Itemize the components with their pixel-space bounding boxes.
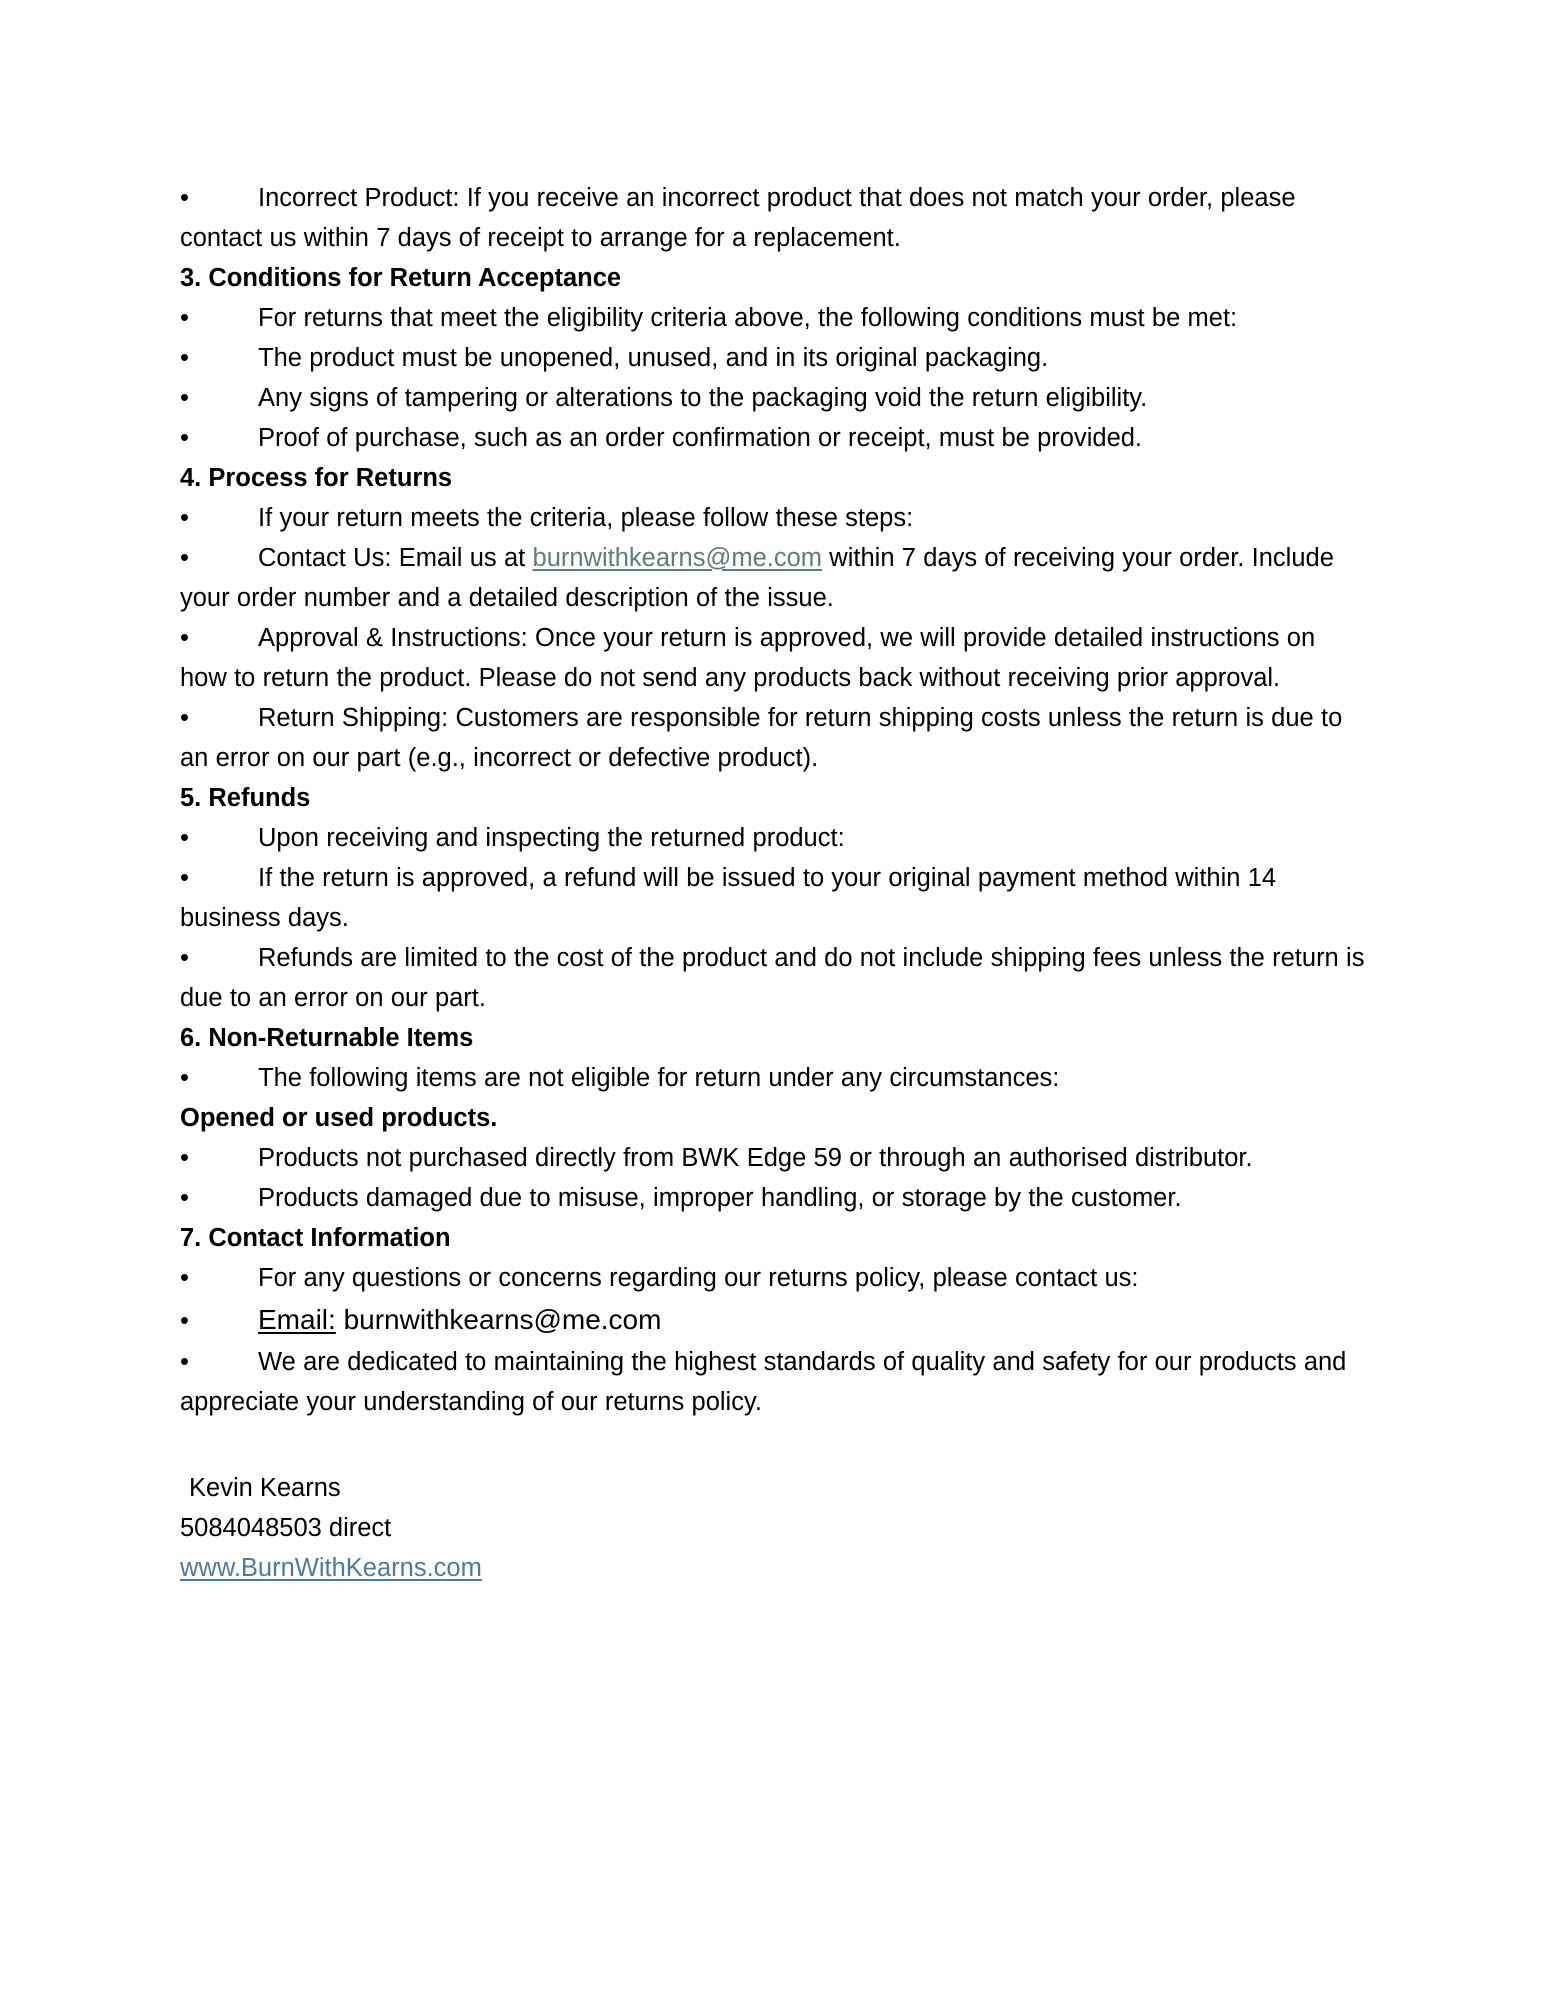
bold-statement-opened-used: Opened or used products. xyxy=(180,1104,498,1132)
bullet-marker: • xyxy=(180,1144,189,1172)
email-address-text: burnwithkearns@me.com xyxy=(343,1304,662,1335)
bullet-marker: • xyxy=(180,424,189,452)
list-item-text-after: within 7 days of receiving your order. Include your order number and a detailed description of the issue. xyxy=(180,544,1334,612)
list-item-text: We are dedicated to maintaining the highest standards of quality and safety for our products and appreciate your understanding of our returns policy. xyxy=(180,1348,1347,1416)
bullet-marker: • xyxy=(180,1264,189,1292)
signature-phone: 5084048503 direct xyxy=(180,1514,392,1542)
list-item-text: Any signs of tampering or alterations to the packaging void the return eligibility. xyxy=(258,384,1148,412)
bullet-marker: • xyxy=(180,504,189,532)
section-heading-non-returnable: 6. Non-Returnable Items xyxy=(180,1024,474,1052)
signature-name: Kevin Kearns xyxy=(189,1474,341,1502)
list-item xyxy=(180,418,1365,458)
section-heading-refunds: 5. Refunds xyxy=(180,784,311,812)
bullet-marker: • xyxy=(180,944,189,972)
bullet-marker: • xyxy=(180,624,189,652)
list-item xyxy=(180,378,1365,418)
signature-website-line xyxy=(180,1548,1365,1588)
bullet-marker: • xyxy=(180,704,189,732)
list-item xyxy=(180,298,1365,338)
bullet-marker: • xyxy=(180,1184,189,1212)
email-spacer xyxy=(336,1304,344,1335)
list-item xyxy=(180,858,1365,938)
list-item xyxy=(180,338,1365,378)
signature-block xyxy=(180,1468,1365,1588)
list-item-text: Approval & Instructions: Once your return is approved, we will provide detailed instructions on how to return the product. Please do not send any products back without receiving prior approval. xyxy=(180,624,1316,692)
email-label: Email: xyxy=(258,1304,336,1335)
list-item-contact-us xyxy=(180,538,1365,618)
list-item-text: Refunds are limited to the cost of the product and do not include shipping fees unless the return is due to an error on our part. xyxy=(180,944,1365,1012)
bullet-marker: • xyxy=(180,304,189,332)
list-item-text: For any questions or concerns regarding our returns policy, please contact us: xyxy=(258,1264,1139,1292)
bullet-marker: • xyxy=(180,1348,189,1376)
list-item xyxy=(180,178,1365,258)
list-item-email-contact xyxy=(180,1298,1365,1342)
list-item xyxy=(180,618,1365,698)
list-item xyxy=(180,498,1365,538)
list-item xyxy=(180,1258,1365,1298)
list-item xyxy=(180,818,1365,858)
list-item-text: For returns that meet the eligibility criteria above, the following conditions must be met: xyxy=(258,304,1238,332)
list-item-text: If the return is approved, a refund will be issued to your original payment method within 14 business days. xyxy=(180,864,1277,932)
bullet-marker: • xyxy=(180,344,189,372)
list-item xyxy=(180,1342,1365,1422)
bullet-marker: • xyxy=(180,1064,189,1092)
bullet-marker: • xyxy=(180,384,189,412)
bullet-marker: • xyxy=(180,864,189,892)
list-item-text-before: Contact Us: Email us at xyxy=(258,544,533,572)
list-item xyxy=(180,1178,1365,1218)
bullet-marker: • xyxy=(180,824,189,852)
section-heading-conditions: 3. Conditions for Return Acceptance xyxy=(180,264,622,292)
bullet-marker: • xyxy=(180,1307,189,1335)
document-body xyxy=(180,178,1365,1588)
list-item-text: Incorrect Product: If you receive an incorrect product that does not match your order, please contact us within 7 days of receipt to arrange for a replacement. xyxy=(180,184,1296,252)
list-item-text: Upon receiving and inspecting the returned product: xyxy=(258,824,845,852)
list-item xyxy=(180,698,1365,778)
list-item xyxy=(180,1058,1365,1098)
list-item-text: The product must be unopened, unused, and in its original packaging. xyxy=(258,344,1049,372)
section-heading-contact: 7. Contact Information xyxy=(180,1224,451,1252)
list-item-text: Products not purchased directly from BWK Edge 59 or through an authorised distributor. xyxy=(258,1144,1253,1172)
list-item xyxy=(180,1138,1365,1178)
list-item-text: Return Shipping: Customers are responsible for return shipping costs unless the return is due to an error on our part (e.g., incorrect or defective product). xyxy=(180,704,1343,772)
list-item-text: Products damaged due to misuse, improper handling, or storage by the customer. xyxy=(258,1184,1182,1212)
section-heading-process: 4. Process for Returns xyxy=(180,464,453,492)
email-link[interactable]: burnwithkearns@me.com xyxy=(532,544,823,572)
list-item-text: Proof of purchase, such as an order confirmation or receipt, must be provided. xyxy=(258,424,1143,452)
list-item-text: The following items are not eligible for return under any circumstances: xyxy=(258,1064,1060,1092)
website-link[interactable]: www.BurnWithKearns.com xyxy=(180,1554,482,1582)
bullet-marker: • xyxy=(180,544,189,572)
list-item xyxy=(180,938,1365,1018)
bullet-marker: • xyxy=(180,184,189,212)
list-item-text: If your return meets the criteria, please follow these steps: xyxy=(258,504,914,532)
